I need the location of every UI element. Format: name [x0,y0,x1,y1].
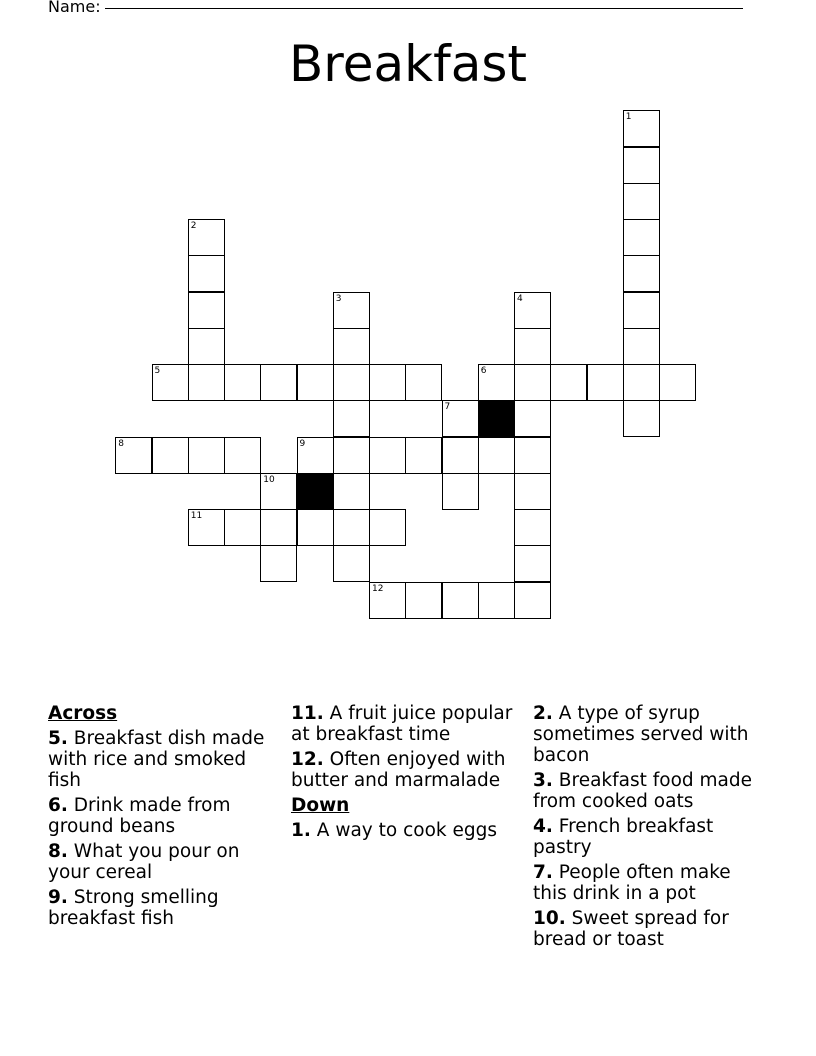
cell-number: 12 [372,583,384,594]
grid-cell[interactable] [442,473,479,510]
grid-cell[interactable] [405,437,442,474]
name-label: Name: [48,0,101,16]
grid-cell[interactable] [260,545,297,582]
grid-cell[interactable] [623,364,660,401]
clue-text: People often make this drink in a pot [533,862,731,904]
cell-number: 8 [118,438,124,449]
clue-down-1 [291,820,521,841]
grid-cell[interactable] [188,437,225,474]
grid-cell-7[interactable] [442,400,479,437]
down-heading: Down [291,795,350,816]
grid-cell[interactable] [224,437,261,474]
clue-down-3 [533,770,763,812]
cell-number: 5 [154,366,161,376]
grid-cell[interactable] [514,545,551,582]
grid-cell-9[interactable] [297,437,334,474]
grid-cell[interactable] [224,509,261,546]
cell-number: 1 [625,112,632,123]
clue-number: 1. [291,820,311,841]
grid-cell[interactable] [623,255,660,292]
grid-cell[interactable] [333,545,370,582]
grid-cell[interactable] [659,364,696,401]
clue-across-9 [48,887,278,929]
clue-text: Often enjoyed with butter and marmalade [291,749,506,791]
clue-across-5 [48,728,278,791]
clue-down-7 [533,862,763,904]
grid-cell[interactable] [297,509,334,546]
grid-cell[interactable] [514,437,551,474]
cell-number: 10 [263,474,275,485]
clue-number: 8. [48,841,68,862]
clue-down-10 [533,908,763,950]
clue-number: 7. [533,862,553,883]
clue-text: Sweet spread for bread or toast [533,908,729,950]
grid-cell-5[interactable] [152,364,189,401]
clue-text: Drink made from ground beans [48,795,231,837]
page-title: Breakfast [288,35,527,93]
grid-cell[interactable] [514,582,551,619]
grid-cell[interactable] [333,473,370,510]
grid-cell[interactable] [188,328,225,365]
clue-text: Breakfast food made from cooked oats [533,770,752,812]
grid-cell[interactable] [623,328,660,365]
grid-cell[interactable] [405,582,442,619]
grid-cell[interactable] [333,364,370,401]
clue-across-6 [48,795,278,837]
grid-cell[interactable] [260,509,297,546]
grid-cell[interactable] [369,509,406,546]
grid-cell-2[interactable] [188,219,225,256]
grid-cell[interactable] [514,473,551,510]
grid-cell[interactable] [188,255,225,292]
grid-cell[interactable] [623,147,660,184]
cell-number: 7 [444,402,451,413]
grid-cell[interactable] [623,183,660,220]
grid-cell[interactable] [188,292,225,329]
cell-number: 9 [299,438,306,449]
clue-down-4 [533,816,763,858]
cell-number: 6 [480,366,487,376]
grid-cell[interactable] [405,364,442,401]
cell-number: 4 [517,293,523,304]
grid-cell-1[interactable] [623,110,660,147]
cell-number: 11 [190,511,203,521]
clue-down-2 [533,703,763,766]
grid-cell[interactable] [442,437,479,474]
clue-text: A fruit juice popular at breakfast time [291,703,513,745]
grid-cell[interactable] [623,292,660,329]
black-square [478,400,515,437]
grid-cell[interactable] [333,437,370,474]
clues-column-3 [533,703,763,954]
grid-cell-3[interactable] [333,292,370,329]
clue-text: Breakfast dish made with rice and smoked fish [48,728,265,791]
clue-text: A type of syrup sometimes served with bacon [533,703,749,766]
grid-cell[interactable] [333,400,370,437]
grid-cell[interactable] [260,364,297,401]
grid-cell[interactable] [333,509,370,546]
grid-cell[interactable] [478,582,515,619]
grid-cell[interactable] [224,364,261,401]
clue-across-12 [291,749,521,791]
clue-text: Strong smelling breakfast fish [48,887,219,929]
name-field[interactable] [48,0,743,18]
grid-cell[interactable] [478,437,515,474]
grid-cell[interactable] [333,328,370,365]
grid-cell[interactable] [369,364,406,401]
grid-cell[interactable] [514,364,551,401]
grid-cell-6[interactable] [478,364,515,401]
grid-cell[interactable] [514,328,551,365]
grid-cell-4[interactable] [514,292,551,329]
grid-cell[interactable] [623,400,660,437]
clue-text: A way to cook eggs [316,820,497,841]
cell-number: 3 [335,293,342,304]
grid-cell[interactable] [442,582,479,619]
clue-text: What you pour on your cereal [48,841,240,883]
clue-across-11 [291,703,521,745]
clue-number: 10. [533,908,566,929]
name-underline[interactable] [105,8,743,9]
clue-number: 3. [533,770,553,791]
across-heading: Across [48,703,118,724]
grid-cell[interactable] [587,364,624,401]
grid-cell[interactable] [152,437,189,474]
grid-cell[interactable] [369,437,406,474]
grid-cell[interactable] [188,364,225,401]
grid-cell-8[interactable] [115,437,152,474]
clue-number: 12. [291,749,324,770]
clue-text: French breakfast pastry [533,816,714,858]
clue-number: 4. [533,816,553,837]
clue-number: 2. [533,703,553,724]
clue-number: 11. [291,703,324,724]
clue-across-8 [48,841,278,883]
clue-number: 5. [48,728,68,749]
grid-cell-12[interactable] [369,582,406,619]
black-square [297,473,334,510]
clues-column-2 [291,703,521,845]
grid-cell[interactable] [550,364,587,401]
grid-cell-11[interactable] [188,509,225,546]
grid-cell[interactable] [514,509,551,546]
grid-cell[interactable] [514,400,551,437]
grid-cell-10[interactable] [260,473,297,510]
cell-number: 2 [190,221,197,231]
grid-cell[interactable] [623,219,660,256]
clue-number: 9. [48,887,68,908]
clues-column-1 [48,703,278,933]
grid-cell[interactable] [297,364,334,401]
clue-number: 6. [48,795,68,816]
